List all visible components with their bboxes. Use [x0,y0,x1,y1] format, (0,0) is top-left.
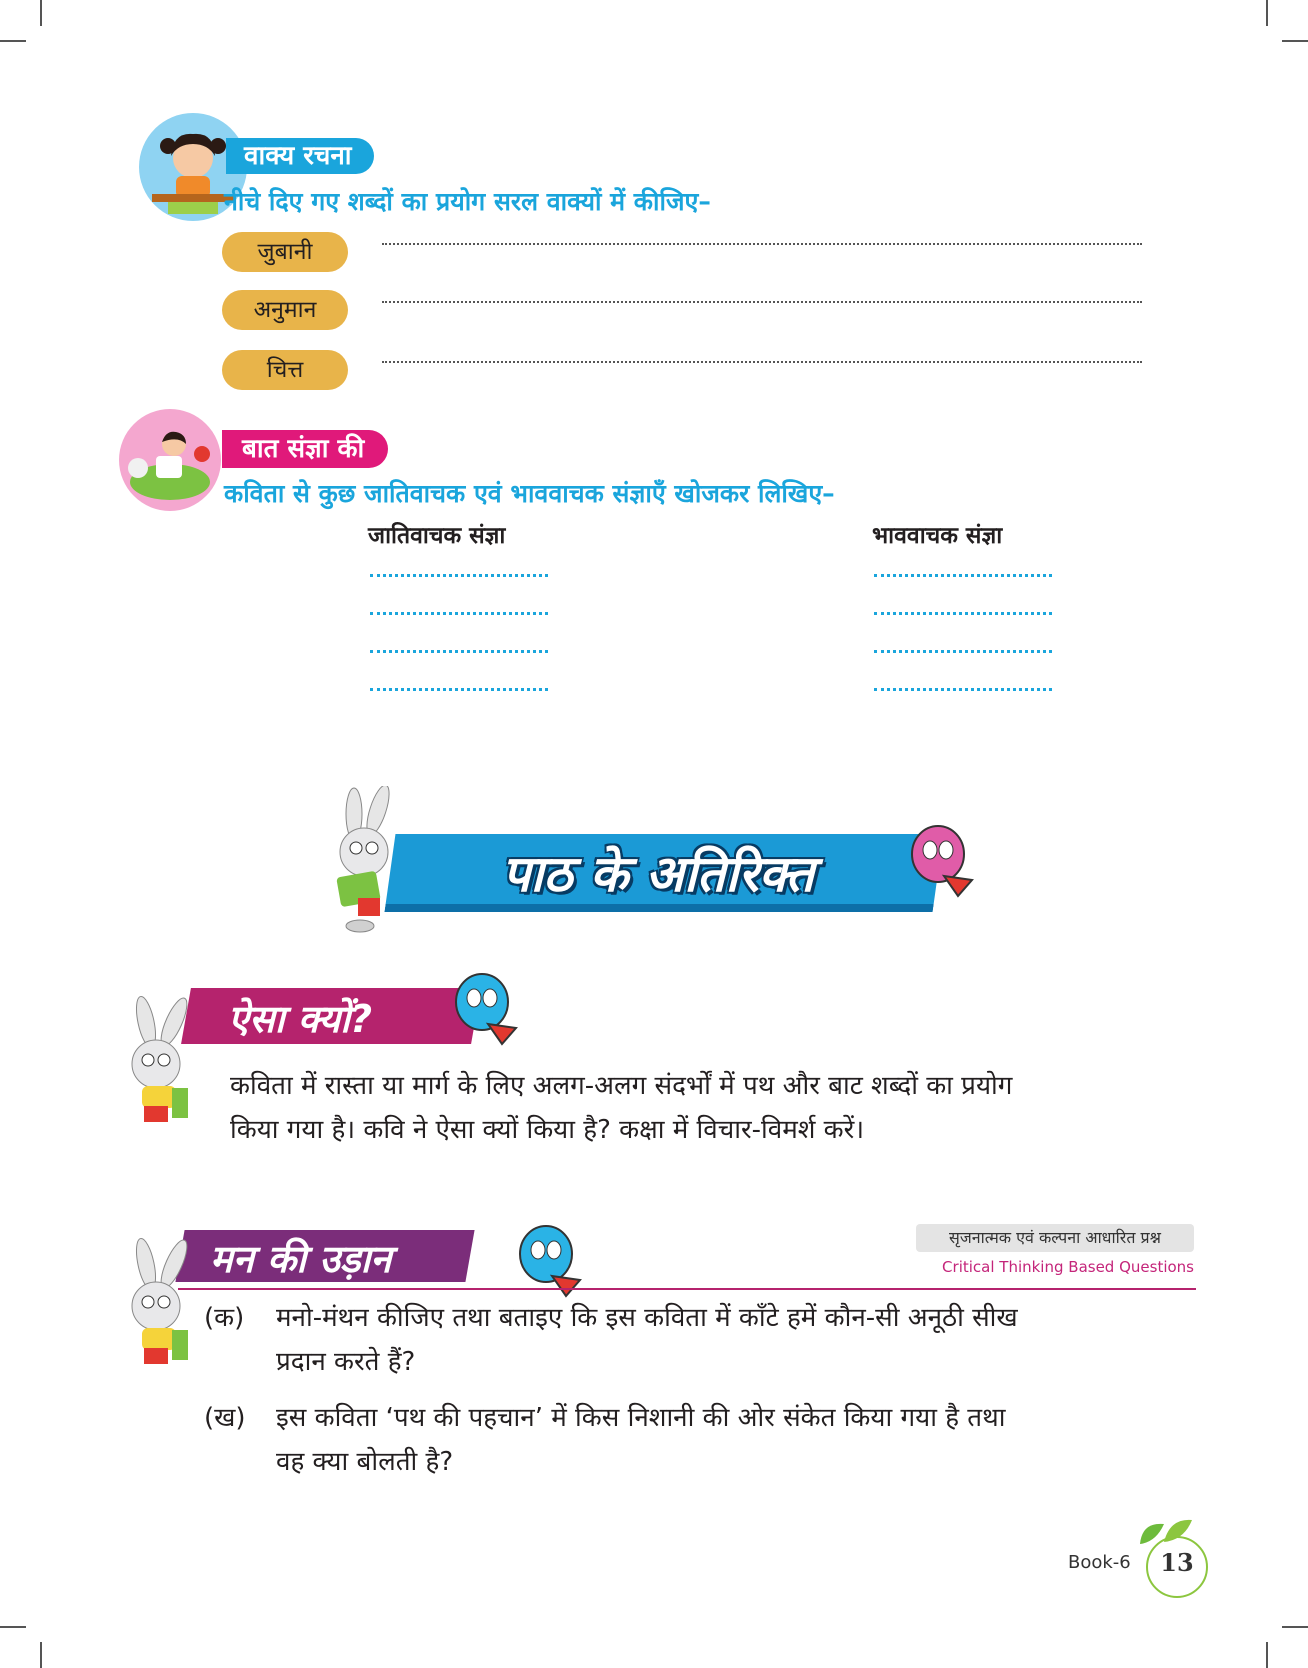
question-type-tag: सृजनात्मक एवं कल्पना आधारित प्रश्न [916,1224,1194,1252]
crop-mark [0,1626,26,1628]
why-heading-title: ऐसा क्यों? [228,997,373,1041]
why-paragraph-line: किया गया है। कवि ने ऐसा क्यों किया है? कक्षा में विचार-विमर्श करें। [230,1115,865,1145]
question-text: मनो-मंथन कीजिए तथा बताइए कि इस कविता में काँटे हमें कौन-सी अनूठी सीख [276,1303,1018,1333]
crop-mark [40,1642,42,1668]
answer-line[interactable] [382,243,1142,245]
column-header-common-noun: जातिवाचक संज्ञा [368,523,506,549]
question-label: (ख) [204,1403,246,1433]
answer-line[interactable] [370,612,548,615]
section-title-sentence: वाक्य रचना [226,138,374,174]
question-text: प्रदान करते हैं? [276,1347,416,1377]
word-pill: अनुमान [222,290,348,330]
why-paragraph-line: कविता में रास्ता या मार्ग के लिए अलग-अलग संदर्भों में पथ और बाट शब्दों का प्रयोग [230,1071,1013,1101]
pencil-mascot-icon [452,970,524,1048]
answer-line[interactable] [382,361,1142,363]
crop-mark [0,40,26,42]
critical-thinking-label: Critical Thinking Based Questions [942,1258,1194,1276]
rabbit-mascot-icon [112,992,202,1132]
question-text: वह क्या बोलती है? [276,1447,454,1477]
crop-mark [1266,1642,1268,1668]
crop-mark [1266,0,1268,26]
banner-title: पाठ के अतिरिक्त [502,845,814,903]
rabbit-mascot-icon [112,1234,202,1374]
answer-line[interactable] [370,650,548,653]
book-label: Book-6 [1068,1552,1131,1573]
question-label: (क) [204,1303,245,1333]
word-pill: जुबानी [222,232,348,272]
section-title-noun: बात संज्ञा की [222,430,388,468]
pencil-mascot-icon [906,822,980,902]
leaf-icon [1134,1514,1194,1548]
sentence-instruction: नीचे दिए गए शब्दों का प्रयोग सरल वाक्यों में कीजिए– [224,187,711,216]
section-divider [178,1288,1196,1290]
answer-line[interactable] [370,574,548,577]
answer-line[interactable] [370,688,548,691]
column-header-abstract-noun: भाववाचक संज्ञा [872,523,1003,549]
answer-line[interactable] [874,612,1052,615]
crop-mark [40,0,42,26]
answer-line[interactable] [874,688,1052,691]
noun-instruction: कविता से कुछ जातिवाचक एवं भाववाचक संज्ञाएँ खोजकर लिखिए– [224,479,835,508]
word-pill: चित्त [222,350,348,390]
boy-reading-icon [118,408,222,512]
crop-mark [1282,40,1308,42]
answer-line[interactable] [874,650,1052,653]
crop-mark [1282,1626,1308,1628]
mind-heading-title: मन की उड़ान [210,1237,392,1281]
answer-line[interactable] [382,301,1142,303]
question-text: इस कविता ‘पथ की पहचान’ में किस निशानी की ओर संकेत किया गया है तथा [276,1403,1006,1433]
answer-line[interactable] [874,574,1052,577]
page-number: 13 [1160,1548,1194,1577]
